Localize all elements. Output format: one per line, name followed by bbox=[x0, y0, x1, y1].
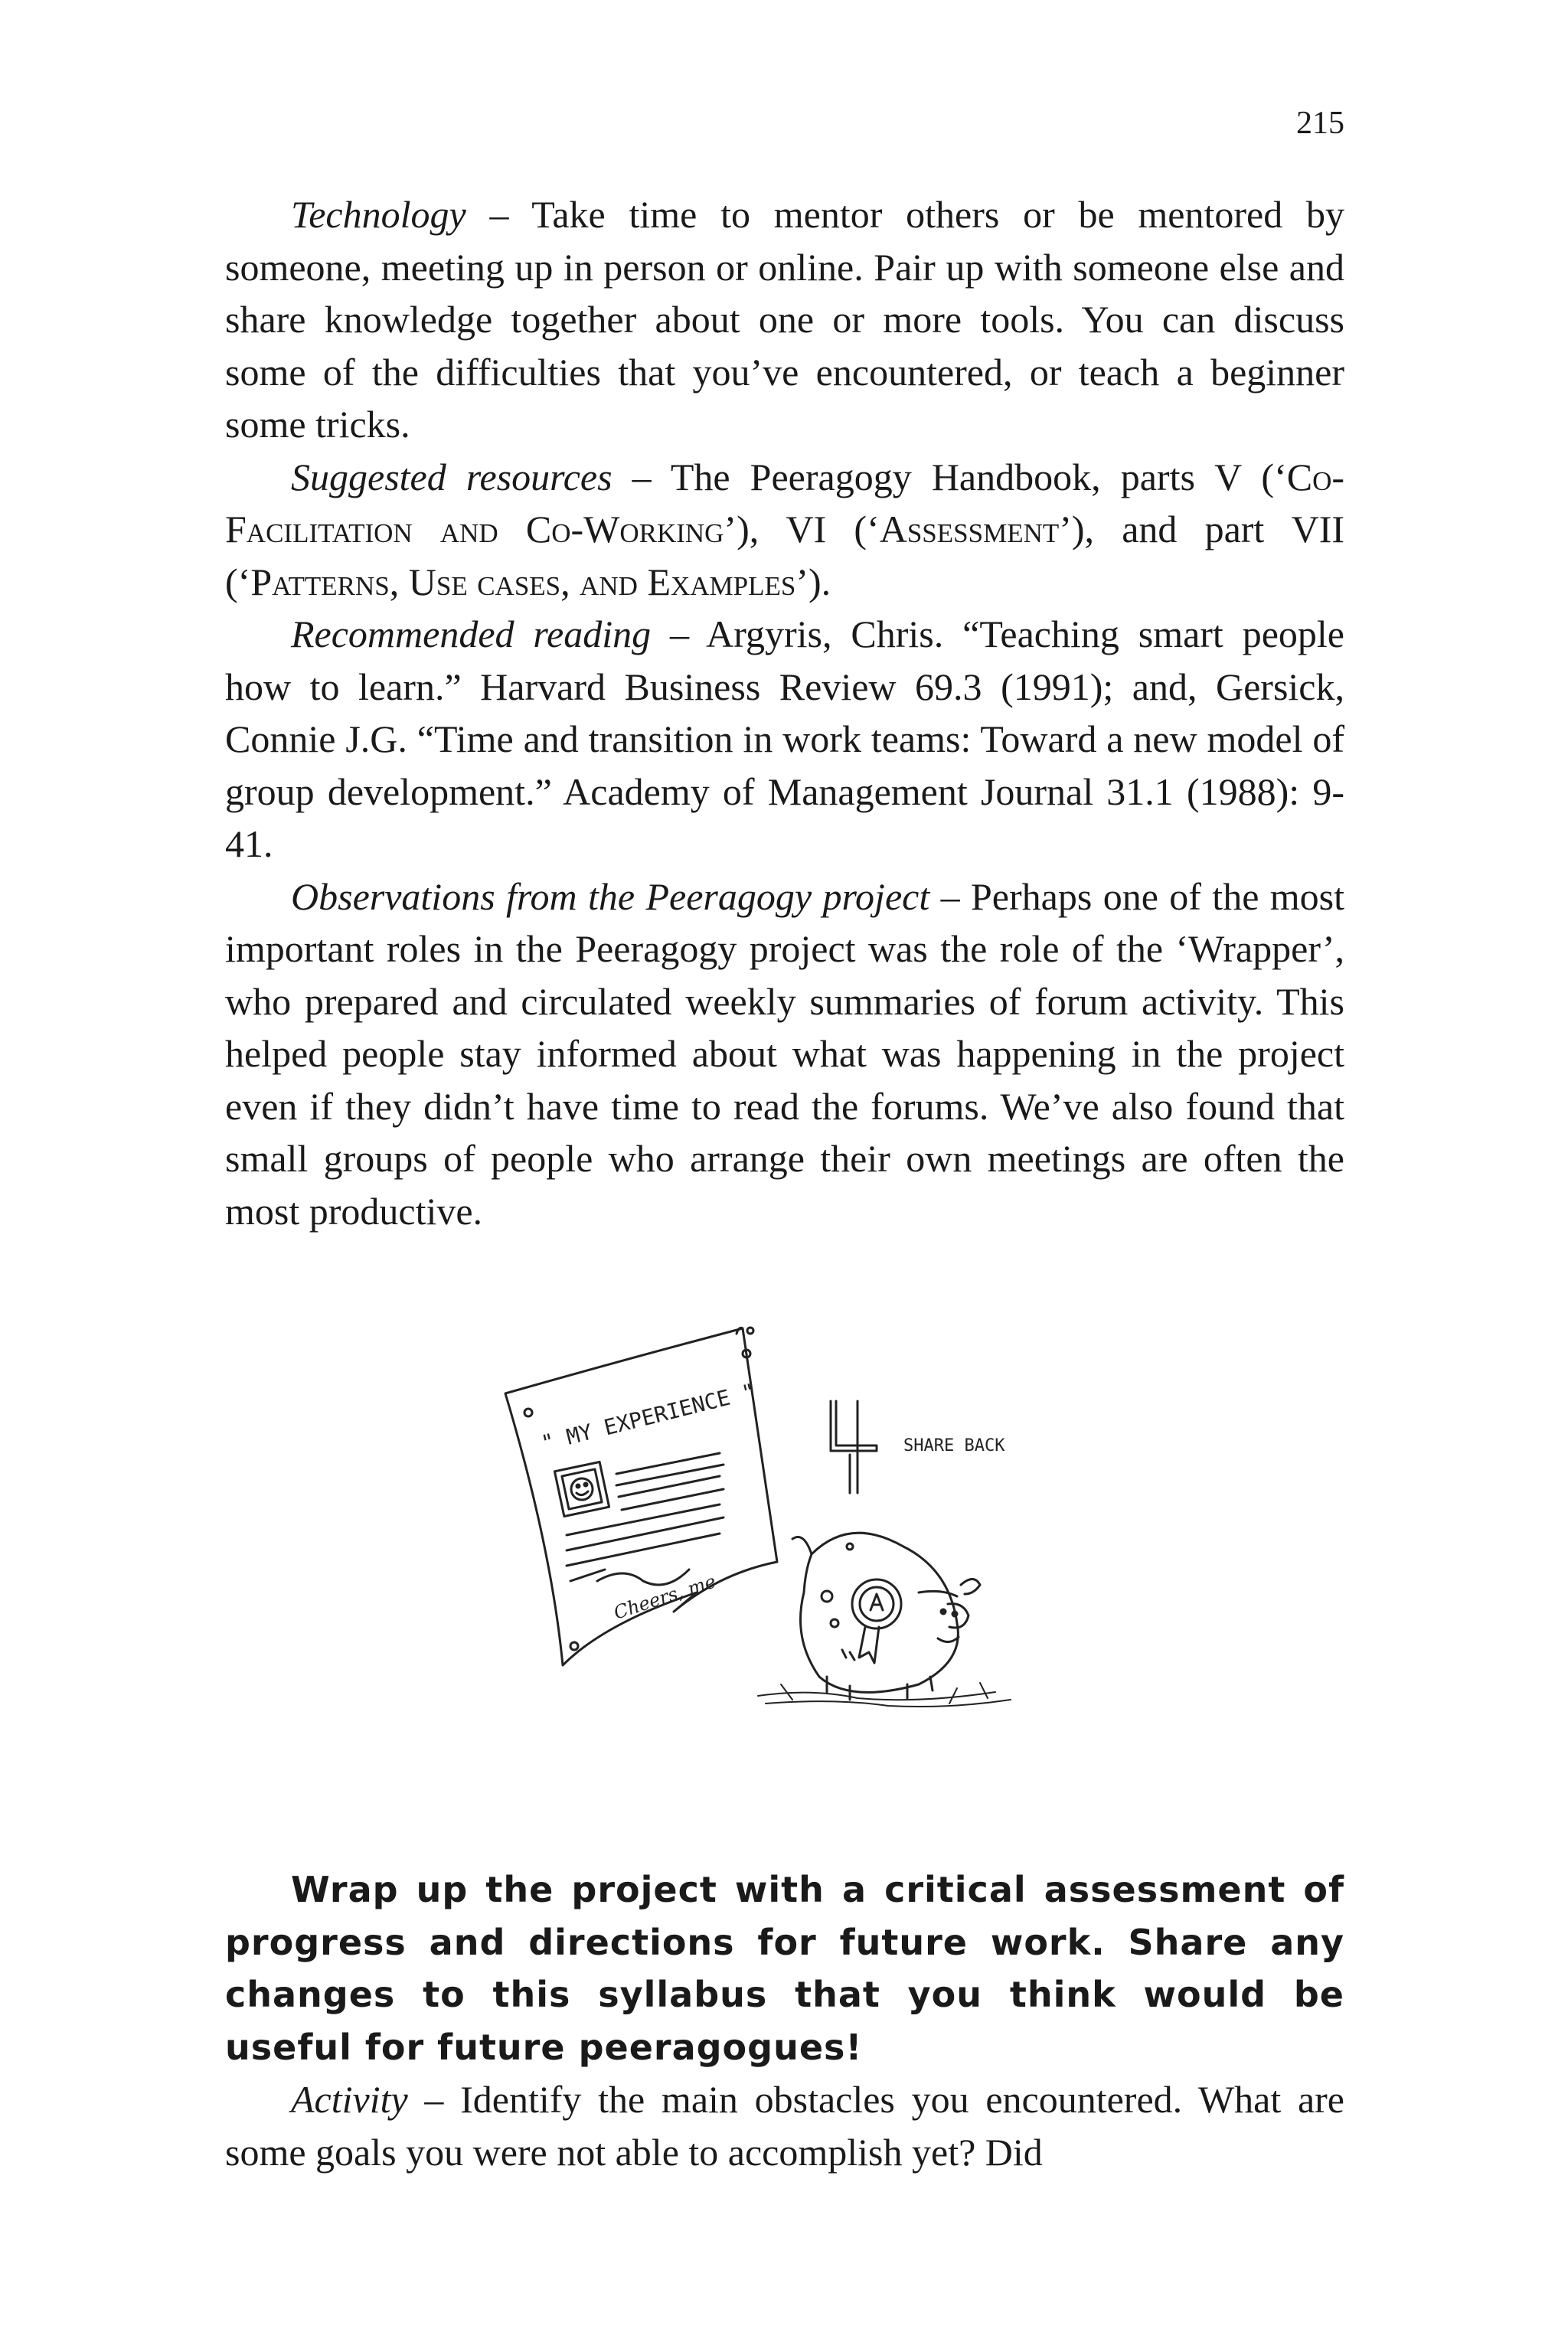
pin-icon bbox=[524, 1409, 532, 1416]
poster-title: " MY EXPERIENCE " bbox=[538, 1378, 758, 1456]
paragraph-text: – Perhaps one of the most important roles in the Peeragogy project was the role of the ‘Wrapper’, who prepared and circulated weekly summaries of forum activity. This helped people stay informed about what was happening in the project even if they didn’t have time to read the forums. We’ve also found that small groups of people who arrange their own meetings are often the most productive. bbox=[225, 874, 1345, 1233]
paragraph-lead: Activity bbox=[291, 2078, 408, 2121]
body-text-bottom bbox=[225, 1864, 1344, 2178]
pin-icon bbox=[570, 1642, 578, 1650]
paragraph-activity bbox=[225, 2073, 1344, 2178]
poster-signature: Cheers, me bbox=[611, 1570, 719, 1624]
paragraph-recommended-reading bbox=[225, 608, 1344, 871]
part-title: Co-Facilitation and Co-Working bbox=[225, 455, 1345, 550]
step-label: SHARE BACK bbox=[903, 1436, 1005, 1455]
paragraph-text: – Take time to mentor others or be mentored by someone, meeting up in person or online. Pair up with someone else and share knowledge together about one or more tools. You can discuss some of the difficulties that you’ve encountered, or teach a beginner some tricks. bbox=[225, 193, 1344, 446]
pin-icon bbox=[747, 1328, 753, 1334]
paragraph-text: – The Peeragogy Handbook, parts V (‘ bbox=[612, 455, 1287, 498]
paragraph-suggested-resources bbox=[225, 451, 1344, 609]
part-title: Assessment bbox=[879, 508, 1060, 550]
page-number: 215 bbox=[1296, 106, 1344, 141]
share-back-illustration bbox=[490, 1317, 1072, 1776]
paragraph-text: ’). bbox=[795, 560, 831, 603]
part-title: Patterns, Use cases, and Examples bbox=[250, 560, 796, 603]
paragraph-lead: Observations from the Peeragogy project bbox=[291, 874, 930, 918]
ground-scribble bbox=[758, 1683, 1011, 1707]
smiley-face-icon bbox=[571, 1478, 593, 1500]
body-text-top bbox=[225, 188, 1344, 1237]
paragraph-lead: Suggested resources bbox=[291, 455, 612, 498]
paragraph-lead: Technology bbox=[291, 193, 466, 236]
paragraph-observations bbox=[225, 871, 1344, 1238]
section-heading: Wrap up the project with a critical assessment of progress and directions for future work. Share any changes to this syllabus that you think would be useful for future peeragogues! bbox=[225, 1869, 1344, 2068]
paragraph-technology bbox=[225, 188, 1344, 451]
paragraph-text: ’), and part VII (‘ bbox=[225, 508, 1344, 603]
number-four-icon bbox=[831, 1401, 877, 1493]
paragraph-text: – Identify the main obstacles you encountered. What are some goals you were not able to accomplish yet? Did bbox=[225, 2078, 1344, 2174]
paragraph-lead: Recommended reading bbox=[291, 612, 652, 655]
piggy-ear bbox=[961, 1579, 980, 1595]
paragraph-text: – Argyris, Chris. “Teaching smart people how to learn.” Harvard Business Review 69.3 (1991); and, Gersick, Connie J.G. “Time and transition in work teams: Toward a new model of group development.” Academy of Management Journal 31.1 (1988): 9-41. bbox=[225, 612, 1344, 865]
piggy-bank bbox=[801, 1533, 959, 1692]
portrait-frame bbox=[554, 1462, 609, 1516]
paragraph-text: ’), VI (‘ bbox=[724, 508, 880, 550]
